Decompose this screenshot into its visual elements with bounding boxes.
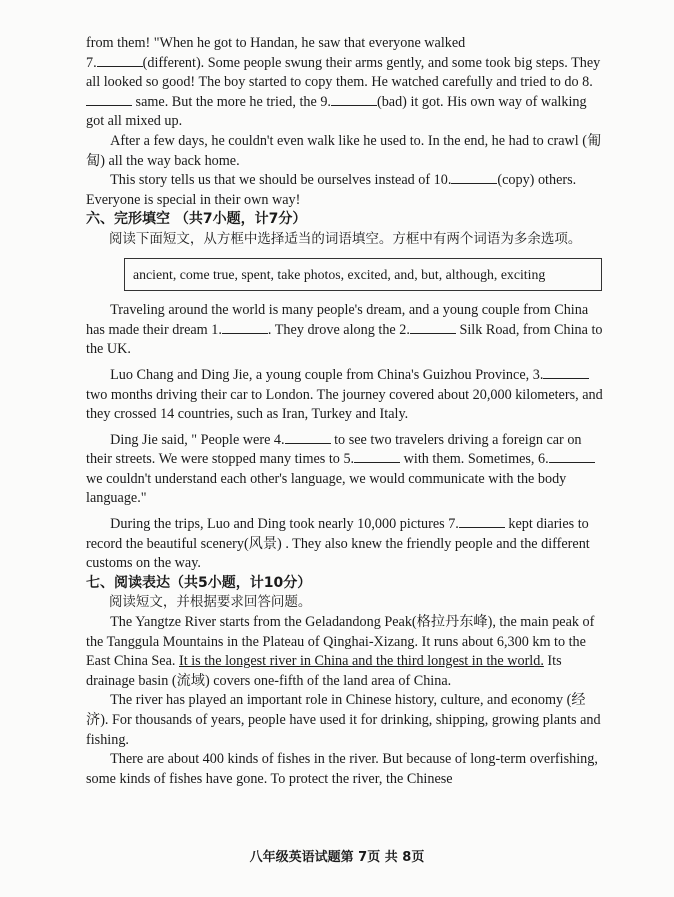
cloze-text: two months driving their car to London. The journey covered about 20,000 kilometers, and they crossed 14 countries, such as Iran, Turkey and Italy. <box>86 386 603 423</box>
blank-number-4: 4. <box>273 431 285 448</box>
cloze-text: Luo Chang and Ding Jie, a young couple from China's Guizhou Province, <box>110 366 533 383</box>
cloze-text: to see two travelers driving a foreign car on their streets. We were stopped many times to <box>86 431 582 468</box>
page-content <box>86 34 606 789</box>
story-text: from them! "When he got to Handan, he saw that everyone walked <box>86 35 466 51</box>
answer-blank-10[interactable] <box>451 171 497 184</box>
reading-paragraph-3: There are about 400 kinds of fishes in the river. But because of long-term overfishing, some kinds of fishes have gone. To protect the river, the Chinese <box>86 751 598 787</box>
cloze-text: Traveling around the world is many people's dream, and a young couple from China has made their dream <box>86 302 589 338</box>
reading-paragraph-2: The river has played an important role in Chinese history, culture, and economy (经济). For thousands of years, people have used it for drinking, shipping, growing plants and fishing. <box>86 692 601 748</box>
blank-number-7: 7. <box>86 54 97 71</box>
answer-blank-2[interactable] <box>410 321 456 334</box>
section-6-instruction: 阅读下面短文，从方框中选择适当的词语填空。方框中有两个词语为多余选项。 <box>108 230 582 247</box>
cloze-text: . They drove along the <box>267 321 400 338</box>
story-paragraph-2: After a few days, he couldn't even walk like he used to. In the end, he had to crawl (匍匐) all the way back home. <box>86 132 602 169</box>
story-paragraph-3 <box>86 171 606 210</box>
cloze-paragraph-3 <box>86 431 606 509</box>
reading-text: Its drainage basin (流域) covers one-fifth of the land area of China. <box>86 653 562 689</box>
blank-number-5: 5. <box>343 451 355 468</box>
section-7-instruction: 阅读短文，并根据要求回答问题。 <box>108 594 312 611</box>
cloze-paragraph-1 <box>86 301 606 360</box>
cloze-text: we couldn't understand each other's language, we would communicate with the body language." <box>86 470 567 507</box>
answer-blank-1[interactable] <box>222 321 268 334</box>
answer-blank-9[interactable] <box>331 93 377 106</box>
blank-number-7: 7. <box>448 516 459 533</box>
cloze-text: Ding Jie said, " People were <box>110 431 274 448</box>
story-text: same. But the more he tried, the <box>132 93 321 110</box>
answer-blank-5[interactable] <box>354 450 400 463</box>
cloze-paragraph-2 <box>86 366 606 425</box>
story-text: (different). Some people swung their arms gently, and some took big steps. They all looked so good! The boy started to copy them. He watched carefully and tried to do <box>86 54 601 91</box>
cloze-paragraph-4 <box>86 515 606 574</box>
section-7-heading: 七、阅读表达（共5小题，计10分） <box>86 574 312 591</box>
blank-number-9: 9. <box>320 93 331 110</box>
answer-blank-4[interactable] <box>285 431 331 444</box>
reading-text: The Yangtze River starts from the Geladandong Peak(格拉丹东峰), the main peak of the Tanggula Mountains in the Plateau of Qinghai-Xizang. It runs about 6,300 km to the East China Sea. <box>86 614 595 670</box>
page-footer: 八年级英语试题第 7页 共 8页 <box>249 850 425 865</box>
answer-blank-8[interactable] <box>86 93 132 106</box>
word-bank-box: ancient, come true, spent, take photos, excited, and, but, although, exciting <box>124 258 602 292</box>
blank-number-2: 2. <box>399 321 410 338</box>
story-text: (bad) it got. His own way of walking got all mixed up. <box>86 93 587 130</box>
blank-number-6: 6. <box>538 451 549 468</box>
answer-blank-6[interactable] <box>549 450 595 463</box>
story-text: (copy) others. Everyone is special in their own way! <box>86 172 577 208</box>
story-paragraph-1 <box>86 34 606 132</box>
cloze-text: During the trips, Luo and Ding took nearly 10,000 pictures <box>110 516 449 533</box>
blank-number-3: 3. <box>532 366 544 383</box>
story-text: This story tells us that we should be ourselves instead of <box>110 172 434 189</box>
cloze-text: Silk Road, from China to the UK. <box>86 321 603 358</box>
underlined-sentence: It is the longest river in China and the third longest in the world. <box>179 653 544 670</box>
reading-paragraph-1 <box>86 613 606 691</box>
answer-blank-7[interactable] <box>459 515 505 528</box>
blank-number-10: 10. <box>433 172 452 189</box>
section-6-heading: 六、完形填空 （共7小题，计7分） <box>86 211 307 228</box>
answer-blank-3[interactable] <box>543 366 589 379</box>
cloze-text: kept diaries to record the beautiful scenery(风景) . They also knew the friendly people and the different customs on the way. <box>86 516 590 572</box>
blank-number-8: 8. <box>582 74 593 91</box>
answer-blank-7[interactable] <box>97 54 143 67</box>
cloze-text: with them. Sometimes, <box>400 451 539 468</box>
blank-number-1: 1. <box>211 321 222 338</box>
